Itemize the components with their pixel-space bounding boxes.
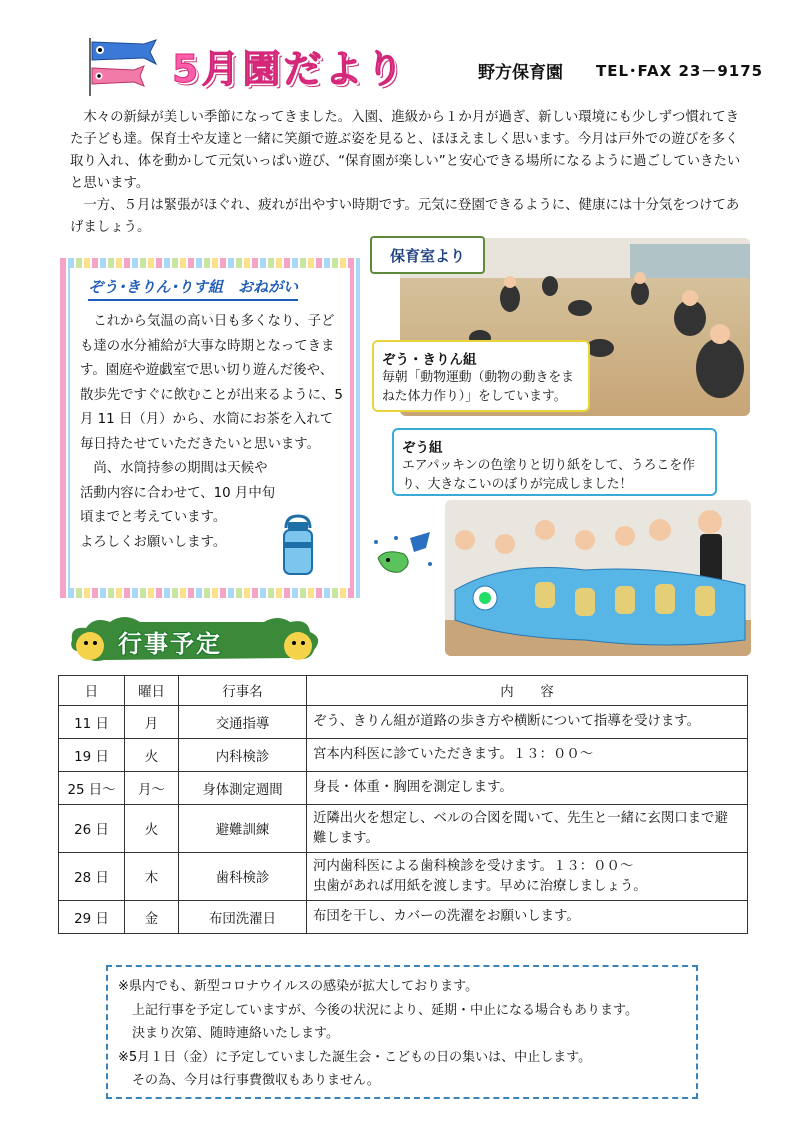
- bubble-text: エアパッキンの色塗りと切り紙をして、うろこを作り、大きなこいのぼりが完成しました！: [402, 458, 695, 492]
- cell-detail-line-1: 河内歯科医による歯科検診を受けます。１３：００～: [313, 858, 634, 874]
- events-heading: 行事予定: [118, 630, 222, 658]
- cell-event: 交通指導: [179, 706, 307, 739]
- events-table: [58, 675, 748, 934]
- table-header-row: [59, 676, 748, 706]
- cell-detail-line-2: 虫歯があれば用紙を渡します。早めに治療しましょう。: [313, 878, 647, 894]
- cell-day: 28 日: [59, 853, 125, 901]
- table-row: [59, 772, 748, 805]
- photo-koinobori-children: [445, 500, 751, 656]
- notice-line-4: ※5月１日（金）に予定していました誕生会・こどもの日の集いは、中止します。: [118, 1049, 592, 1065]
- notice-line-5: その為、今月は行事費徴収もありません。: [132, 1073, 380, 1088]
- cell-day: 11 日: [59, 706, 125, 739]
- cell-weekday: 火: [125, 805, 179, 853]
- cell-detail: ぞう、きりん組が道路の歩き方や横断について指導を受けます。: [307, 706, 748, 739]
- speech-bubble-zou-kirin: [372, 340, 590, 412]
- request-heading: ぞう･きりん･りす組 おねがい: [88, 276, 298, 301]
- cell-detail: 近隣出火を想定し、ベルの合図を聞いて、先生と一緒に玄関口まで避難します。: [307, 805, 748, 853]
- water-bottle-icon: [280, 512, 316, 576]
- cell-event: 身体測定週間: [179, 772, 307, 805]
- bubble-text: 毎朝「動物運動（動物の動きをまねた体力作り）」をしています。: [382, 370, 574, 404]
- cell-detail: 身長・体重・胸囲を測定します。: [307, 772, 748, 805]
- intro-text: [70, 107, 750, 239]
- cell-weekday: 月～: [125, 772, 179, 805]
- cell-weekday: 木: [125, 853, 179, 901]
- cell-detail: [307, 853, 748, 901]
- table-row: [59, 901, 748, 934]
- cell-day: 19 日: [59, 739, 125, 772]
- nursery-room-label: 保育室より: [370, 236, 485, 274]
- intro-paragraph-1: 木々の新緑が美しい季節になってきました。入園、進級から１か月が過ぎ、新しい環境にも少しずつ慣れてきた子ども達。保育士や友達と一緒に笑顔で遊ぶ姿を見ると、ほほえましく思います。今月は戸外での遊びを多く取り入れ、体を動かして元気いっぱい遊び、“保育園が楽しい”と安心できる場所になるように過ごしていきたいと思います。: [70, 110, 741, 191]
- cell-detail: 宮本内科医に診ていただきます。１３：００～: [307, 739, 748, 772]
- bubble-title: ぞう組: [402, 440, 443, 456]
- koinobori-decoration-icon: [370, 528, 442, 586]
- column-header-weekday: 曜日: [125, 676, 179, 706]
- cell-weekday: 金: [125, 901, 179, 934]
- cell-day: 25 日～: [59, 772, 125, 805]
- request-paragraph-1: これから気温の高い日も多くなり、子ども達の水分補給が大事な時期となってきます。園庭や遊戯室で思い切り遊んだ後や、散歩先ですぐに飲むことが出来るように、5月 11 日（月）から、水筒にお茶を入れて毎日持たせていただきたいと思います。: [80, 314, 343, 452]
- cell-weekday: 火: [125, 739, 179, 772]
- notice-line-3: 決まり次第、随時連絡いたします。: [132, 1026, 339, 1041]
- table-row: [59, 805, 748, 853]
- koinobori-icon: [84, 36, 162, 98]
- cell-event: 内科検診: [179, 739, 307, 772]
- cell-detail: 布団を干し、カバーの洗濯をお願いします。: [307, 901, 748, 934]
- speech-bubble-zou: [392, 428, 717, 496]
- notice-line-2: 上記行事を予定していますが、今後の状況により、延期・中止になる場合もあります。: [132, 1002, 638, 1018]
- column-header-detail: 内 容: [307, 676, 748, 706]
- request-paragraph-2: 尚、水筒持参の期間は天候や活動内容に合わせて、10 月中旬頃までと考えています。: [80, 461, 276, 525]
- cell-day: 29 日: [59, 901, 125, 934]
- table-row: [59, 739, 748, 772]
- intro-paragraph-2: 一方、５月は緊張がほぐれ、疲れが出やすい時期です。元気に登園できるように、健康には十分気をつけてあげましょう。: [70, 198, 740, 235]
- cell-weekday: 月: [125, 706, 179, 739]
- bubble-title: ぞう・きりん組: [382, 352, 477, 368]
- cell-event: 歯科検診: [179, 853, 307, 901]
- table-row: [59, 853, 748, 901]
- column-header-event: 行事名: [179, 676, 307, 706]
- covid-notice: [106, 965, 698, 1099]
- column-header-day: 日: [59, 676, 125, 706]
- cell-event: 避難訓練: [179, 805, 307, 853]
- cell-day: 26 日: [59, 805, 125, 853]
- table-row: [59, 706, 748, 739]
- notice-line-1: ※県内でも、新型コロナウイルスの感染が拡大しております。: [118, 979, 479, 994]
- phone-number: TEL･FAX 23－9175: [596, 62, 764, 80]
- cell-event: 布団洗濯日: [179, 901, 307, 934]
- request-paragraph-3: よろしくお願いします。: [80, 534, 227, 550]
- page-title: 5月園だより: [172, 47, 407, 91]
- school-name: 野方保育園: [478, 63, 563, 83]
